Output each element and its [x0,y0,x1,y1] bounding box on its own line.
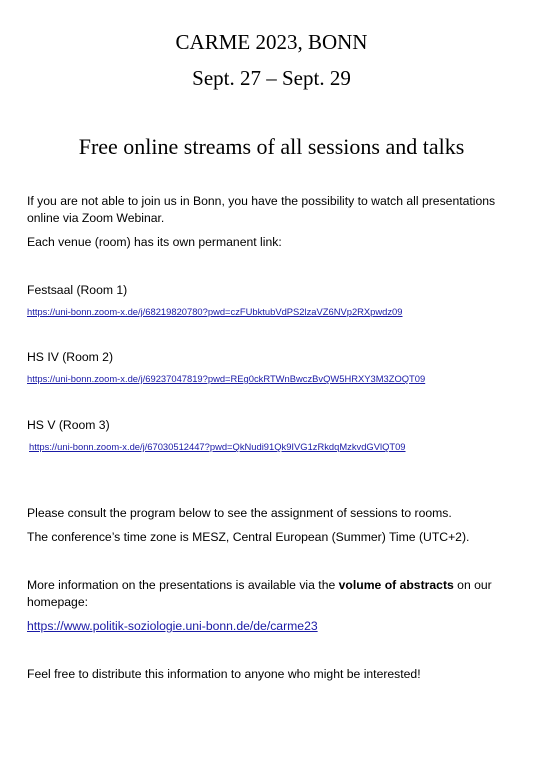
room-1-name: Festsaal (Room 1) [27,283,128,297]
intro-line-1: If you are not able to join us in Bonn, you have the possibility to watch all presentations [27,194,496,208]
more-info-line-2: homepage: [27,595,88,609]
room-2-link[interactable]: https://uni-bonn.zoom-x.de/j/69237047819?pwd=REg0ckRTWnBwczBvQW5HRXY3M3ZOQT09 [27,373,426,384]
intro-line-2: online via Zoom Webinar. [27,211,165,225]
room-3-name: HS V (Room 3) [27,418,110,432]
more-info-suffix: on our [453,578,492,592]
intro-line-3: Each venue (room) has its own permanent link: [27,235,282,249]
event-title: CARME 2023, BONN [175,30,368,54]
more-info-prefix: More information on the presentations is available via the [27,578,339,592]
room-1-link[interactable]: https://uni-bonn.zoom-x.de/j/68219820780?pwd=czFUbktubVdPS2lzaVZ6NVp2RXpwdz09 [27,306,403,317]
room-3-link[interactable]: https://uni-bonn.zoom-x.de/j/67030512447?pwd=QkNudi91Qk9IVG1zRkdqMzkvdGVlQT09 [29,441,406,452]
closing-note: Feel free to distribute this information to anyone who might be interested! [27,667,421,681]
volume-of-abstracts: volume of abstracts [338,578,454,592]
event-dates: Sept. 27 – Sept. 29 [192,66,351,90]
homepage-link[interactable]: https://www.politik-soziologie.uni-bonn.de/de/carme23 [27,619,318,633]
room-2-name: HS IV (Room 2) [27,350,114,364]
program-note: Please consult the program below to see the assignment of sessions to rooms. [27,506,452,520]
section-heading: Free online streams of all sessions and talks [78,134,465,159]
more-info-line-1 [27,577,497,594]
timezone-note: The conference’s time zone is MESZ, Central European (Summer) Time (UTC+2). [27,530,470,544]
